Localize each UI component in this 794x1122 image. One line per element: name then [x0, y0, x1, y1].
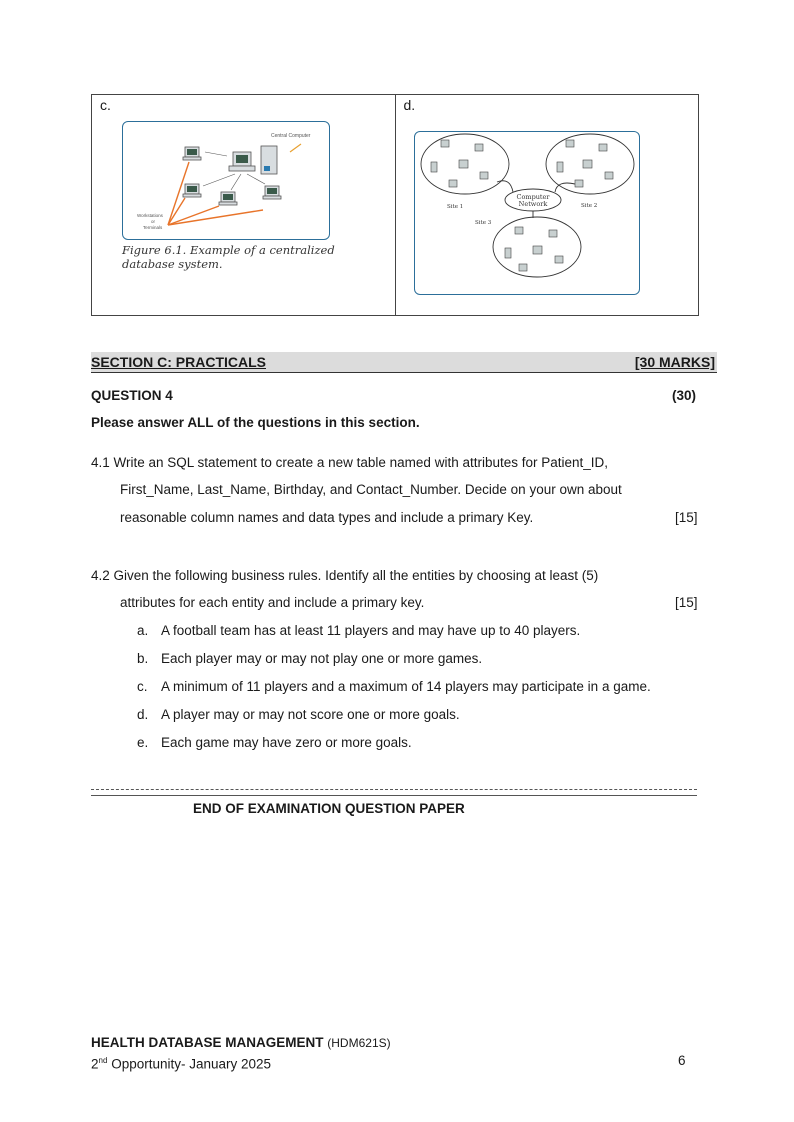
page-number: 6 — [678, 1053, 686, 1068]
rule-letter: e. — [137, 735, 149, 750]
figure-label-c: c. — [100, 97, 111, 113]
rule-letter: b. — [137, 651, 149, 666]
opportunity-suffix: nd — [98, 1056, 108, 1065]
svg-text:Terminals: Terminals — [143, 225, 163, 230]
figure-caption — [122, 243, 335, 271]
solid-divider — [91, 795, 697, 796]
figure-cell-c — [92, 95, 395, 315]
section-header — [91, 352, 717, 373]
centralized-diagram — [122, 121, 330, 240]
distributed-diagram — [414, 131, 640, 295]
q42-line1: 4.2 Given the following business rules. Identify all the entities by choosing at least (5) — [91, 568, 599, 583]
caption-line: database system. — [122, 257, 223, 271]
rule-letter: c. — [137, 679, 148, 694]
rule-text: A football team has at least 11 players and may have up to 40 players. — [161, 623, 581, 638]
svg-text:Site 3: Site 3 — [474, 220, 491, 226]
footer-opportunity — [91, 1052, 271, 1074]
caption-line: Figure 6.1. Example of a centralized — [122, 243, 335, 257]
distributed-network-icon — [415, 132, 639, 294]
rule-letter: a. — [137, 623, 149, 638]
course-code: (HDM621S) — [327, 1036, 391, 1050]
svg-text:Network: Network — [518, 200, 547, 208]
section-marks: [30 MARKS] — [634, 354, 715, 370]
rule-text: Each game may have zero or more goals. — [161, 735, 412, 750]
svg-text:Site 1: Site 1 — [446, 204, 463, 210]
svg-text:or: or — [151, 219, 156, 224]
question-title: QUESTION 4 — [91, 388, 173, 403]
rule-letter: d. — [137, 707, 149, 722]
q42-marks: [15] — [675, 595, 698, 610]
q41-line3: reasonable column names and data types and include a primary Key. — [120, 510, 534, 525]
footer-course — [91, 1034, 391, 1052]
figure-table — [91, 94, 699, 316]
figure-cell-d — [395, 95, 699, 315]
rule-text: Each player may or may not play one or more games. — [161, 651, 483, 666]
svg-text:Workstations: Workstations — [137, 213, 163, 218]
svg-text:Central Computer: Central Computer — [271, 133, 311, 139]
svg-text:Site 2: Site 2 — [580, 203, 597, 209]
question-marks: (30) — [672, 388, 697, 403]
centralized-network-icon — [123, 122, 329, 239]
svg-text:Computer: Computer — [516, 193, 549, 201]
section-title: SECTION C: PRACTICALS — [91, 354, 266, 370]
end-of-paper: END OF EXAMINATION QUESTION PAPER — [193, 801, 465, 816]
course-name: HEALTH DATABASE MANAGEMENT — [91, 1035, 324, 1050]
question-instruction: Please answer ALL of the questions in this section. — [91, 415, 420, 430]
opportunity-number: 2 — [91, 1056, 99, 1072]
dashed-divider — [91, 789, 697, 790]
q41-line2: First_Name, Last_Name, Birthday, and Contact_Number. Decide on your own about — [120, 482, 622, 497]
q42-line2: attributes for each entity and include a primary key. — [120, 595, 425, 610]
rule-text: A minimum of 11 players and a maximum of 14 players may participate in a game. — [161, 679, 651, 694]
q41-line1: 4.1 Write an SQL statement to create a new table named with attributes for Patient_ID, — [91, 455, 609, 470]
q41-marks: [15] — [675, 510, 698, 525]
opportunity-text: Opportunity- January 2025 — [111, 1056, 272, 1072]
rule-text: A player may or may not score one or more goals. — [161, 707, 460, 722]
figure-label-d: d. — [403, 97, 416, 113]
